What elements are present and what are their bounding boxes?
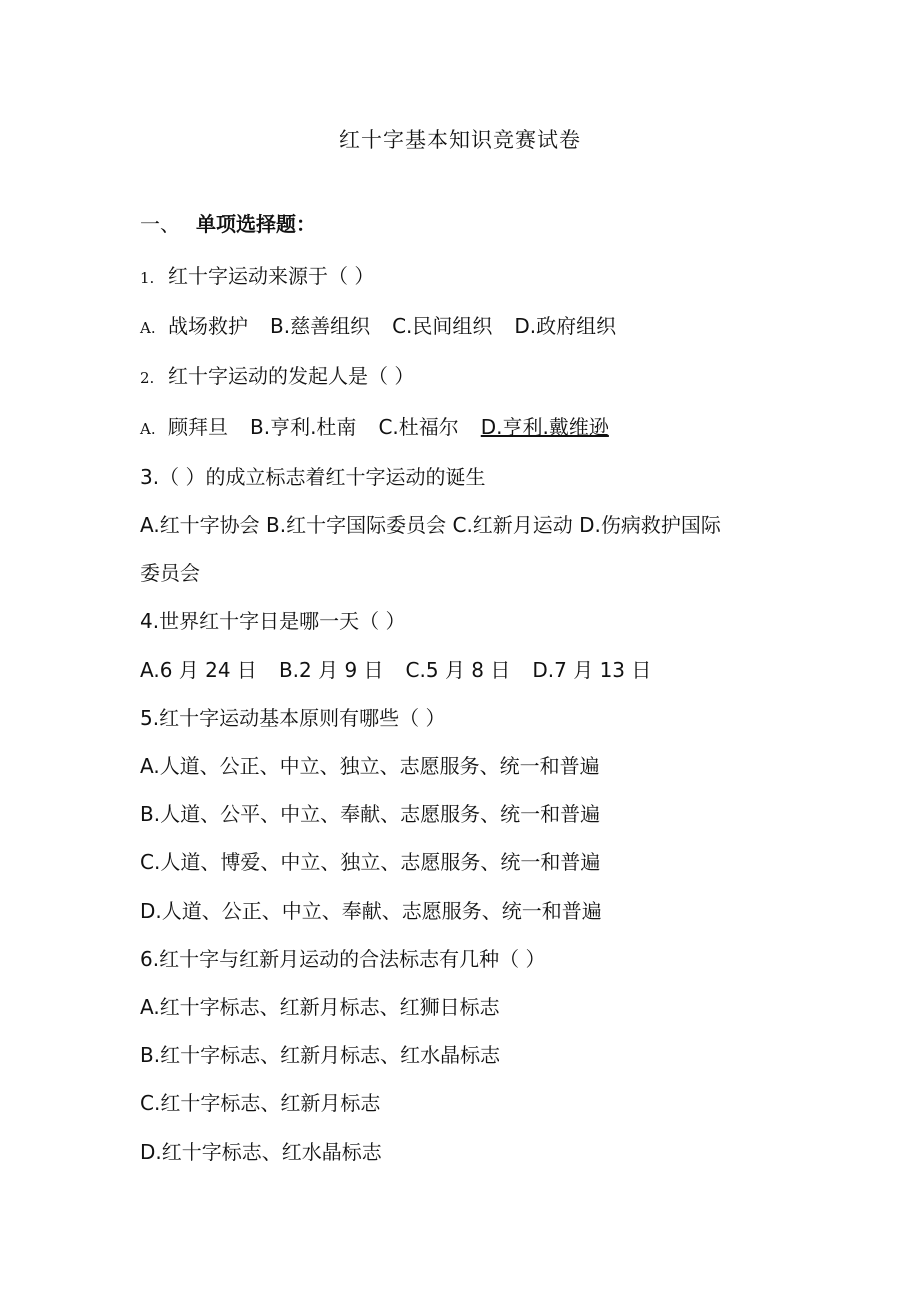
- option-letter: A.: [140, 419, 156, 438]
- question-2: [140, 352, 790, 402]
- option-c: C.民间组织: [392, 314, 493, 339]
- option-b: B.慈善组织: [270, 314, 371, 339]
- option-b: B.亨利.杜南: [250, 414, 357, 439]
- question-5-option-c: C.人道、博爱、中立、独立、志愿服务、统一和普遍: [140, 850, 601, 875]
- option-c: C.5 月 8 日: [405, 657, 511, 682]
- question-6: 6.红十字与红新月运动的合法标志有几种（ ）: [140, 946, 546, 971]
- question-6-option-c: C.红十字标志、红新月标志: [140, 1091, 381, 1116]
- question-5: 5.红十字运动基本原则有哪些（ ）: [140, 705, 446, 730]
- section-title: 单项选择题：: [196, 212, 316, 236]
- option-d: D.亨利.戴维逊: [480, 414, 609, 439]
- option-d: D.7 月 13 日: [532, 657, 652, 682]
- section-heading: [140, 208, 316, 237]
- question-list: [140, 252, 790, 1176]
- question-number: 1.: [140, 269, 155, 287]
- question-3: 3.（ ）的成立标志着红十字运动的诞生: [140, 464, 486, 489]
- option-a: A.6 月 24 日: [140, 657, 257, 682]
- document-title: 红十字基本知识竞赛试卷: [339, 128, 581, 152]
- question-4: 4.世界红十字日是哪一天（ ）: [140, 609, 406, 634]
- question-number: 2.: [140, 369, 155, 388]
- question-1-options: [140, 302, 790, 352]
- question-text: 红十字运动来源于（ ）: [168, 264, 375, 288]
- question-text: 红十字运动的发起人是（ ）: [168, 364, 415, 389]
- option-d: D.政府组织: [514, 314, 617, 339]
- section-number: 一、: [140, 212, 180, 236]
- question-3-options: A.红十字协会 B.红十字国际委员会 C.红新月运动 D.伤病救护国际: [140, 513, 721, 538]
- option-a: 顾拜旦: [168, 414, 228, 439]
- question-5-option-a: A.人道、公正、中立、独立、志愿服务、统一和普遍: [140, 754, 600, 779]
- option-a: 战场救护: [168, 314, 248, 339]
- option-b: B.2 月 9 日: [278, 657, 384, 682]
- question-4-options: [140, 646, 790, 694]
- question-1: [140, 252, 790, 302]
- question-3-options-cont: 委员会: [140, 561, 200, 586]
- option-c: C.杜福尔: [378, 414, 459, 439]
- option-letter: A.: [140, 319, 156, 338]
- question-6-option-d: D.红十字标志、红水晶标志: [140, 1139, 382, 1164]
- question-5-option-b: B.人道、公平、中立、奉献、志愿服务、统一和普遍: [140, 802, 601, 827]
- question-2-options: [140, 403, 790, 453]
- question-6-option-a: A.红十字标志、红新月标志、红狮日标志: [140, 995, 500, 1020]
- question-5-option-d: D.人道、公正、中立、奉献、志愿服务、统一和普遍: [140, 898, 602, 923]
- question-6-option-b: B.红十字标志、红新月标志、红水晶标志: [140, 1043, 501, 1068]
